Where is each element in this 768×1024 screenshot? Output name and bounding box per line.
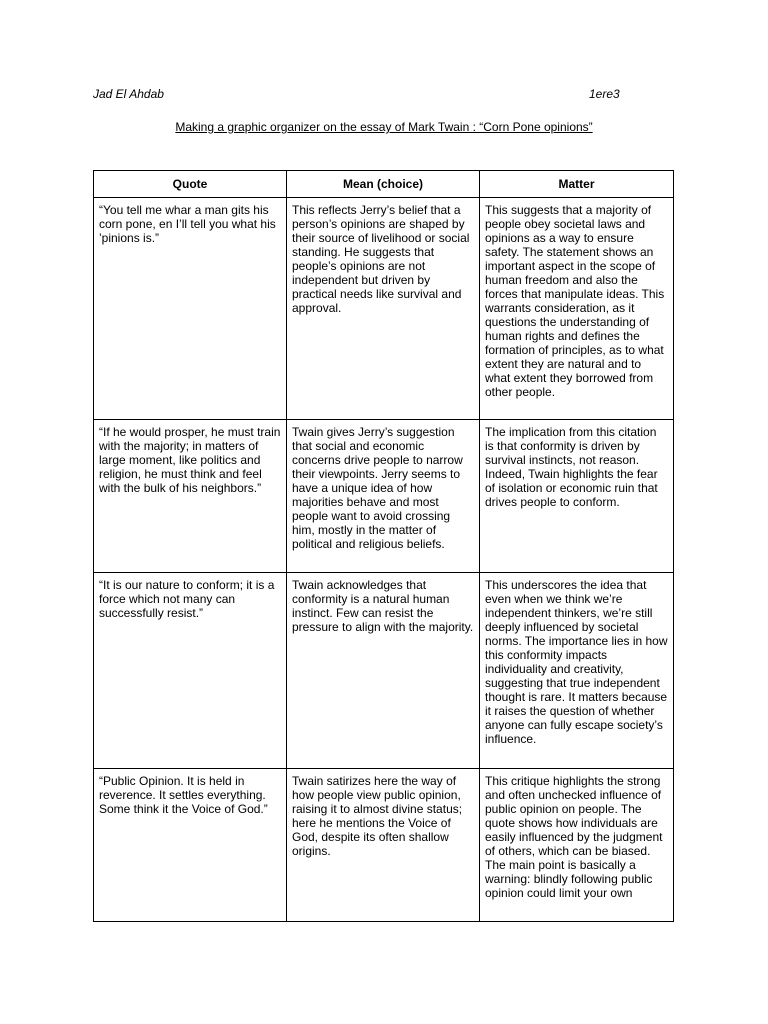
- table-header-row: [94, 171, 674, 198]
- quote-cell: “It is our nature to conform; it is a force which not many can successfully resist.”: [94, 573, 287, 769]
- author-name: Jad El Ahdab: [93, 87, 164, 101]
- class-label: 1ere3: [589, 87, 620, 101]
- matter-cell: The implication from this citation is that conformity is driven by survival instincts, not reason. Indeed, Twain highlights the fear of isolation or economic ruin that drives people to conform.: [480, 420, 674, 573]
- mean-cell: This reflects Jerry’s belief that a person’s opinions are shaped by their source of livelihood or social standing. He suggests that people’s opinions are not independent but driven by practical needs like survival and approval.: [287, 198, 480, 420]
- table-row: [94, 420, 674, 573]
- column-header-matter: Matter: [480, 171, 674, 198]
- quote-cell: “Public Opinion. It is held in reverence. It settles everything. Some think it the Voice of God.”: [94, 769, 287, 922]
- mean-cell: Twain satirizes here the way of how people view public opinion, raising it to almost divine status; here he mentions the Voice of God, despite its often shallow origins.: [287, 769, 480, 922]
- matter-cell: This underscores the idea that even when we think we’re independent thinkers, we’re still deeply influenced by societal norms. The importance lies in how this conformity impacts individuality and creativity, suggesting that true independent thought is rare. It matters because it raises the question of whether anyone can fully escape society’s influence.: [480, 573, 674, 769]
- mean-cell: Twain acknowledges that conformity is a natural human instinct. Few can resist the pressure to align with the majority.: [287, 573, 480, 769]
- matter-cell: This critique highlights the strong and often unchecked influence of public opinion on people. The quote shows how individuals are easily influenced by the judgment of others, which can be biased. The main point is basically a warning: blindly following public opinion could limit your own: [480, 769, 674, 922]
- column-header-quote: Quote: [94, 171, 287, 198]
- quote-cell: “You tell me whar a man gits his corn pone, en I’ll tell you what his ’pinions is.”: [94, 198, 287, 420]
- matter-cell: This suggests that a majority of people obey societal laws and opinions as a way to ensure safety. The statement shows an important aspect in the scope of human freedom and also the forces that manipulate ideas. This warrants consideration, as it questions the understanding of human rights and defines the formation of principles, as to what extent they are natural and to what extent they borrowed from other people.: [480, 198, 674, 420]
- table-row: [94, 769, 674, 922]
- quote-cell: “If he would prosper, he must train with the majority; in matters of large moment, like politics and religion, he must think and feel with the bulk of his neighbors.”: [94, 420, 287, 573]
- graphic-organizer-table: [93, 170, 674, 922]
- document-title: Making a graphic organizer on the essay of Mark Twain : “Corn Pone opinions”: [175, 120, 593, 134]
- mean-cell: Twain gives Jerry’s suggestion that social and economic concerns drive people to narrow their viewpoints. Jerry seems to have a unique idea of how majorities behave and most people want to avoid crossing him, mostly in the matter of political and religious beliefs.: [287, 420, 480, 573]
- table-row: [94, 573, 674, 769]
- column-header-mean: Mean (choice): [287, 171, 480, 198]
- table-row: [94, 198, 674, 420]
